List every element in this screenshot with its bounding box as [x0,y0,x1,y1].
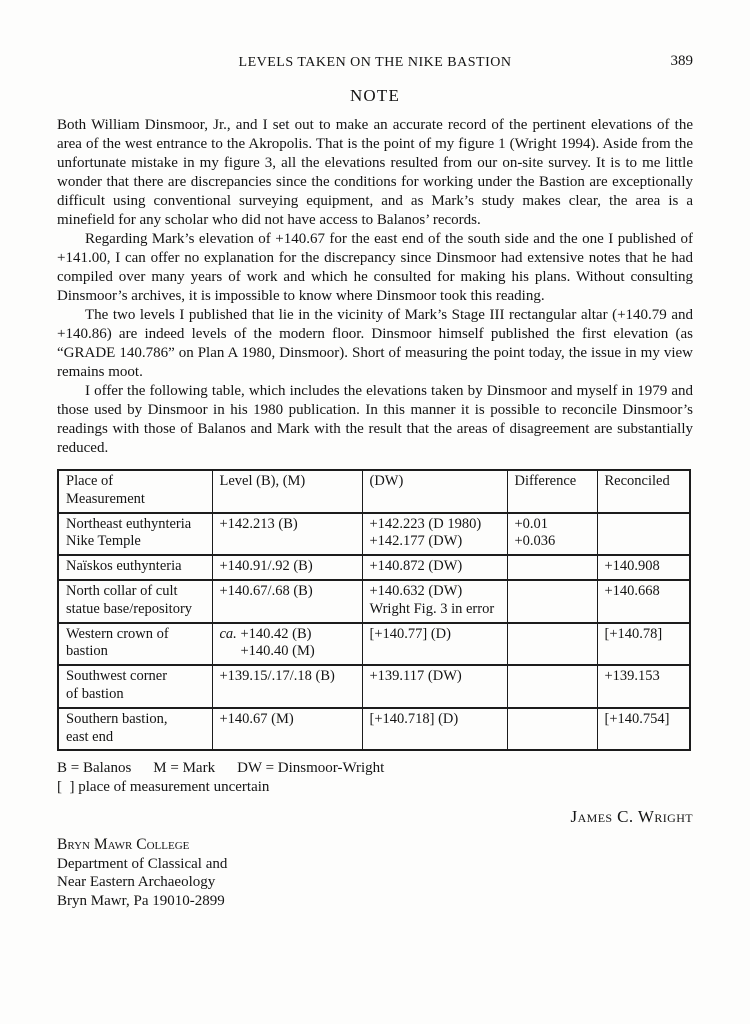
legend-m: M = Mark [153,760,216,777]
cell-difference: +0.01 +0.036 [507,513,597,556]
table-row [58,623,690,666]
header-dw: (DW) [362,470,507,513]
cell-level: +140.91/.92 (B) [212,555,362,580]
paragraph-1: Both William Dinsmoor, Jr., and I set out to make an accurate record of the pertinent elevations of the area of the west entrance to the Akropolis. That is the point of my figure 1 (Wright 1994). Aside from the unfortunate mistake in my figure 3, all the elevations resulted from our on-site survey. It is to me little wonder that there are discrepancies since the conditions for working under the Bastion are exceptionally difficult using conventional surveying equipment, and as Mark’s study makes clear, the area is a minefield for any scholar who did not have access to Balanos’ records. [57,117,693,228]
table-row [58,513,690,556]
cell-dw: +142.223 (D 1980) +142.177 (DW) [362,513,507,556]
cell-level: +140.67/.68 (B) [212,580,362,623]
cell-dw: [+140.77] (D) [362,623,507,666]
table-legend [57,759,693,797]
cell-reconciled: [+140.78] [597,623,690,666]
page-content [57,53,693,910]
table-row [58,665,690,708]
legend-b: B = Balanos [57,760,132,777]
legend-uncertain: [ ] place of measurement uncertain [57,779,270,796]
table-header-row [58,470,690,513]
cell-place: Northeast euthynteria Nike Temple [58,513,212,556]
cell-place: Naïskos euthynteria [58,555,212,580]
header-reconciled: Reconciled [597,470,690,513]
legend-dw: DW = Dinsmoor-Wright [237,760,385,777]
signature-name: James C. Wright [570,807,693,827]
signature-block [57,807,693,827]
table-row [58,580,690,623]
cell-level: ca. +140.42 (B) +140.40 (M) [212,623,362,666]
author-address [57,836,693,910]
cell-reconciled [597,513,690,556]
table-row [58,708,690,751]
cell-place: North collar of cult statue base/repository [58,580,212,623]
cell-place: Southwest corner of bastion [58,665,212,708]
table-row [58,555,690,580]
paragraph-3: The two levels I published that lie in the vicinity of Mark’s Stage III rectangular altar (+140.79 and +140.86) are indeed levels of the modern floor. Dinsmoor himself published the first elevation (as “GRADE 140.786” on Plan A 1980, Dinsmoor). Short of measuring the point today, the issue in my view remains moot. [57,307,693,380]
legend-abbreviations [57,759,693,778]
page-number: 389 [670,53,693,69]
cell-level: +142.213 (B) [212,513,362,556]
paragraph-4: I offer the following table, which includes the elevations taken by Dinsmoor and myself in 1979 and those used by Dinsmoor in his 1980 publication. In this manner it is possible to reconcile Dinsmoor’s readings with those of Balanos and Mark with the result that the areas of disagreement are substantially reduced. [57,383,693,456]
address-institution: Bryn Mawr College [57,836,190,854]
paragraph-2: Regarding Mark’s elevation of +140.67 for the east end of the south side and the one I published of +141.00, I can offer no explanation for the discrepancy since Dinsmoor had extensive notes that he had compiled over many years of work and which he consulted for making his plans. Without consulting Dinsmoor’s archives, it is impossible to know where Dinsmoor took this reading. [57,231,693,304]
cell-reconciled: +139.153 [597,665,690,708]
cell-difference [507,623,597,666]
cell-reconciled: +140.668 [597,580,690,623]
cell-reconciled: [+140.754] [597,708,690,751]
cell-place: Southern bastion, east end [58,708,212,751]
cell-dw: +140.632 (DW) Wright Fig. 3 in error [362,580,507,623]
cell-level: +139.15/.17/.18 (B) [212,665,362,708]
header-difference: Difference [507,470,597,513]
running-head-title: LEVELS TAKEN ON THE NIKE BASTION [238,55,512,70]
cell-place: Western crown of bastion [58,623,212,666]
cell-difference [507,665,597,708]
cell-difference [507,580,597,623]
header-level: Level (B), (M) [212,470,362,513]
cell-dw: [+140.718] (D) [362,708,507,751]
cell-level: +140.67 (M) [212,708,362,751]
running-head [57,53,693,71]
note-heading: NOTE [349,86,401,105]
note-body [57,116,693,458]
header-place-of-measurement: Place of Measurement [58,470,212,513]
cell-dw: +139.117 (DW) [362,665,507,708]
address-line: Bryn Mawr, Pa 19010-2899 [57,892,225,909]
address-line: Department of Classical and [57,855,228,872]
cell-difference [507,555,597,580]
cell-dw: +140.872 (DW) [362,555,507,580]
cell-reconciled: +140.908 [597,555,690,580]
circa-abbreviation: ca. [219,625,237,642]
address-line: Near Eastern Archaeology [57,874,216,891]
measurements-table [57,469,691,751]
cell-difference [507,708,597,751]
